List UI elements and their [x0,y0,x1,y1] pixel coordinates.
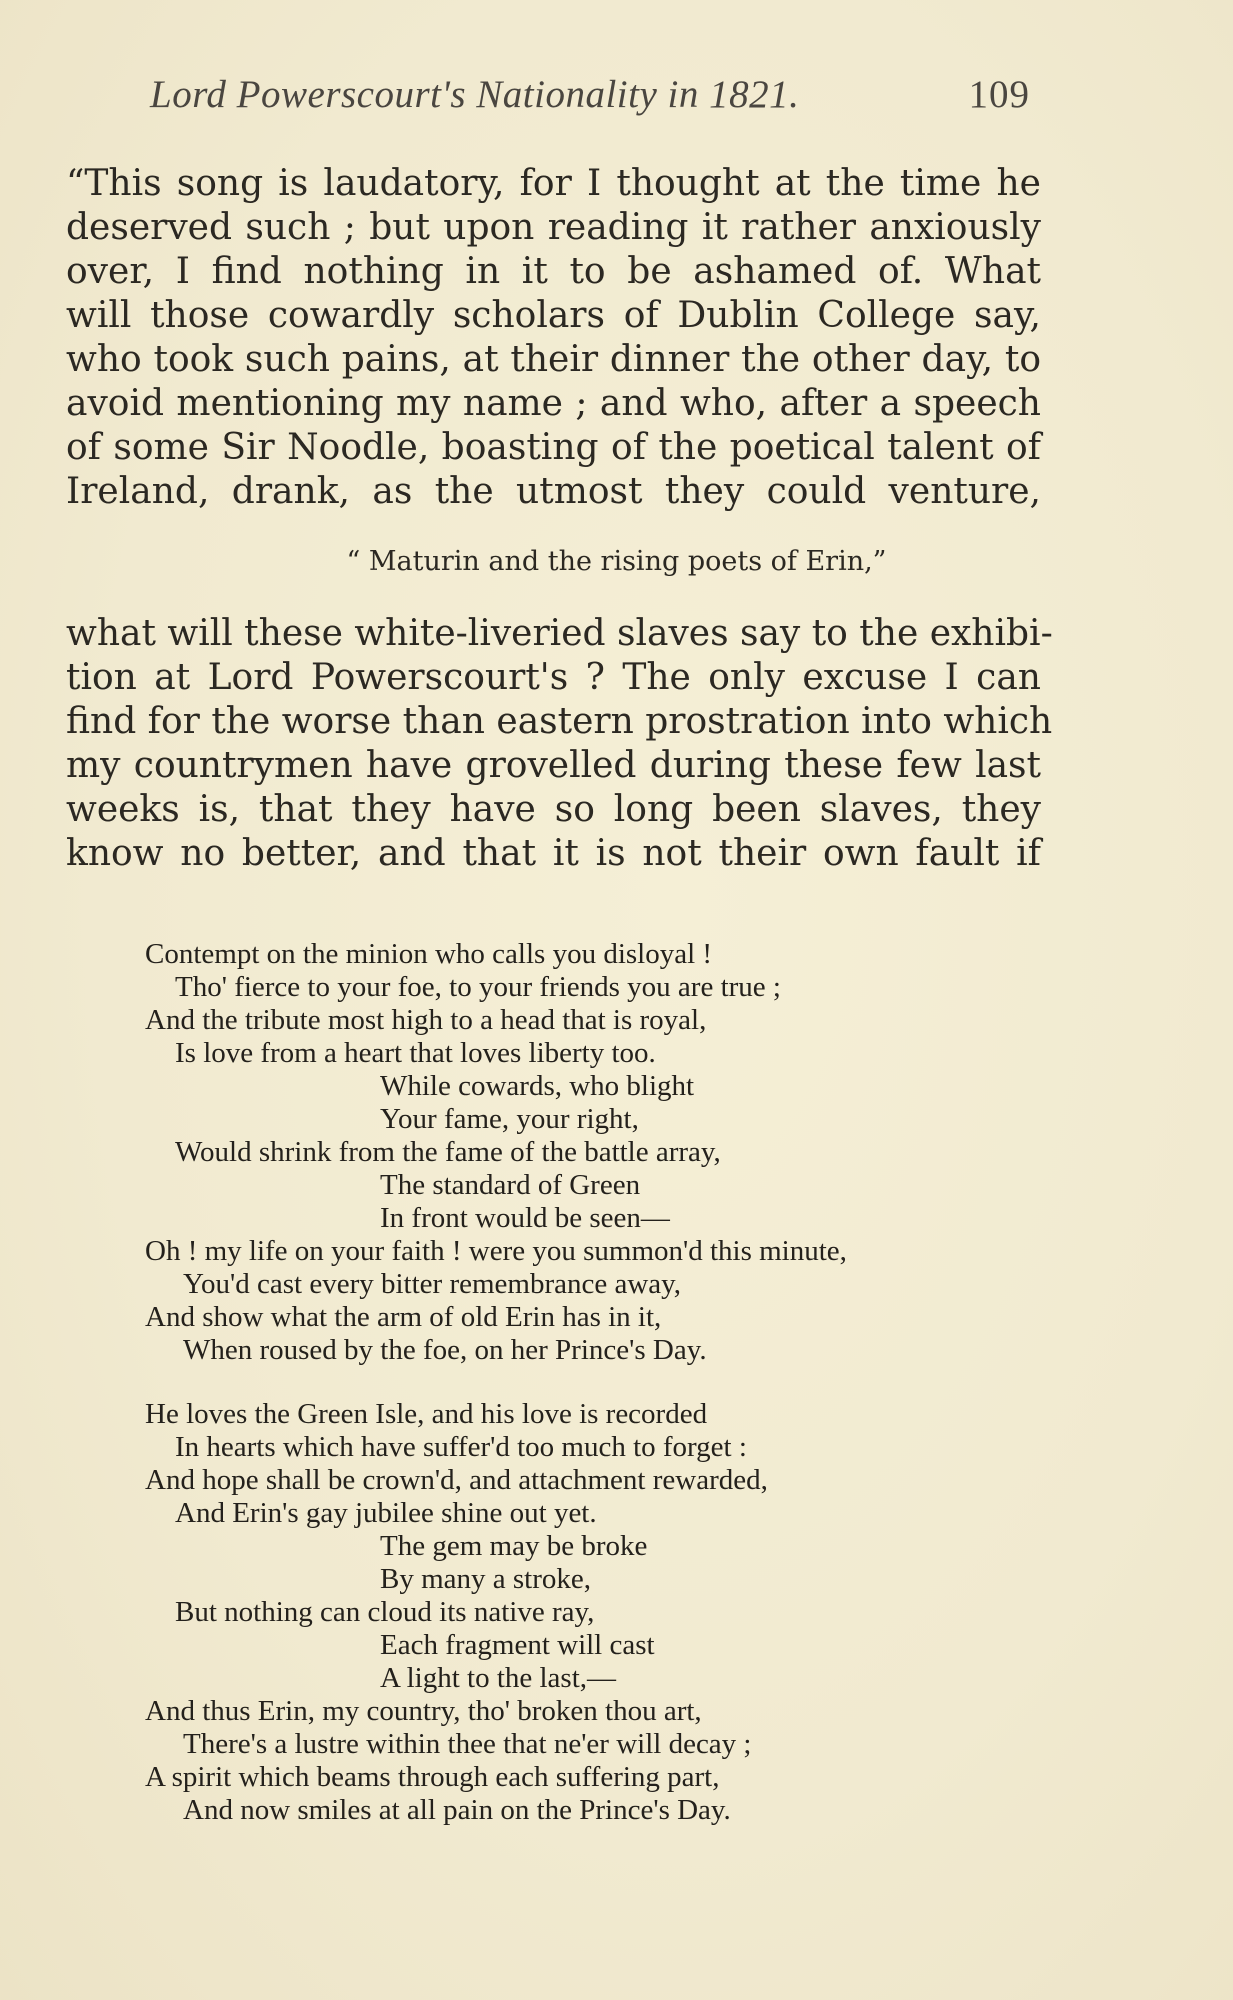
running-header [150,72,1030,122]
text-line: my countrymen have grovelled during these few last [66,745,1041,786]
text-line: “This song is laudatory, for I thought at the time he [66,163,1041,204]
block-quotation: “ Maturin and the rising poets of Erin,” [346,546,887,577]
verse-line: The gem may be broke [380,1530,648,1562]
text-line: find for the worse than eastern prostration into which [66,701,1053,742]
verse-line: Is love from a heart that loves liberty too. [175,1037,656,1069]
verse-line: In front would be seen— [380,1202,670,1234]
verse-line: There's a lustre within thee that ne'er will decay ; [183,1728,752,1760]
text-line: deserved such ; but upon reading it rather anxiously [66,207,1041,248]
verse-line: And hope shall be crown'd, and attachment rewarded, [145,1464,768,1496]
verse-line: Each fragment will cast [380,1629,655,1661]
verse-line: And thus Erin, my country, tho' broken thou art, [145,1695,702,1727]
text-line: over, I find nothing in it to be ashamed of. What [66,251,1041,292]
text-line: will those cowardly scholars of Dublin College say, [66,295,1041,336]
verse-line: While cowards, who blight [380,1070,695,1102]
verse-line: Oh ! my life on your faith ! were you summon'd this minute, [145,1235,847,1267]
text-line: who took such pains, at their dinner the other day, to [66,339,1041,380]
verse-line: Contempt on the minion who calls you disloyal ! [145,938,713,970]
text-line: Ireland, drank, as the utmost they could venture, [66,471,1041,512]
verse-line: And Erin's gay jubilee shine out yet. [175,1497,597,1529]
text-line: know no better, and that it is not their own fault if [66,833,1041,874]
verse-line: In hearts which have suffer'd too much to forget : [175,1431,747,1463]
verse-line: And now smiles at all pain on the Prince's Day. [183,1794,731,1826]
verse-line: You'd cast every bitter remembrance away, [183,1268,682,1300]
paragraph-1 [66,162,1041,514]
text-line: weeks is, that they have so long been slaves, they [66,789,1041,830]
verse-line: He loves the Green Isle, and his love is recorded [145,1398,708,1430]
verse-line: Would shrink from the fame of the battle array, [175,1136,721,1168]
verse-line: But nothing can cloud its native ray, [175,1596,595,1628]
text-line: avoid mentioning my name ; and who, after a speech [66,383,1041,424]
verse-line: Tho' fierce to your foe, to your friends you are true ; [175,971,781,1003]
page-number: 109 [968,73,1030,116]
verse-line: When roused by the foe, on her Prince's Day. [183,1334,707,1366]
running-title: Lord Powerscourt's Nationality in 1821. [150,73,800,116]
verse-line: A light to the last,— [380,1662,617,1694]
verse-line: And show what the arm of old Erin has in it, [145,1301,662,1333]
text-line: what will these white-liveried slaves say to the exhibi- [66,613,1053,654]
verse-line: A spirit which beams through each suffering part, [145,1761,720,1793]
verse-line: And the tribute most high to a head that is royal, [145,1004,707,1036]
paragraph-2 [66,612,1053,876]
text-line: of some Sir Noodle, boasting of the poetical talent of [66,427,1041,468]
text-line: tion at Lord Powerscourt's ? The only excuse I can [66,657,1041,698]
verse-line: Your fame, your right, [380,1103,639,1135]
verse-line: By many a stroke, [380,1563,592,1595]
verse-line: The standard of Green [380,1169,641,1201]
